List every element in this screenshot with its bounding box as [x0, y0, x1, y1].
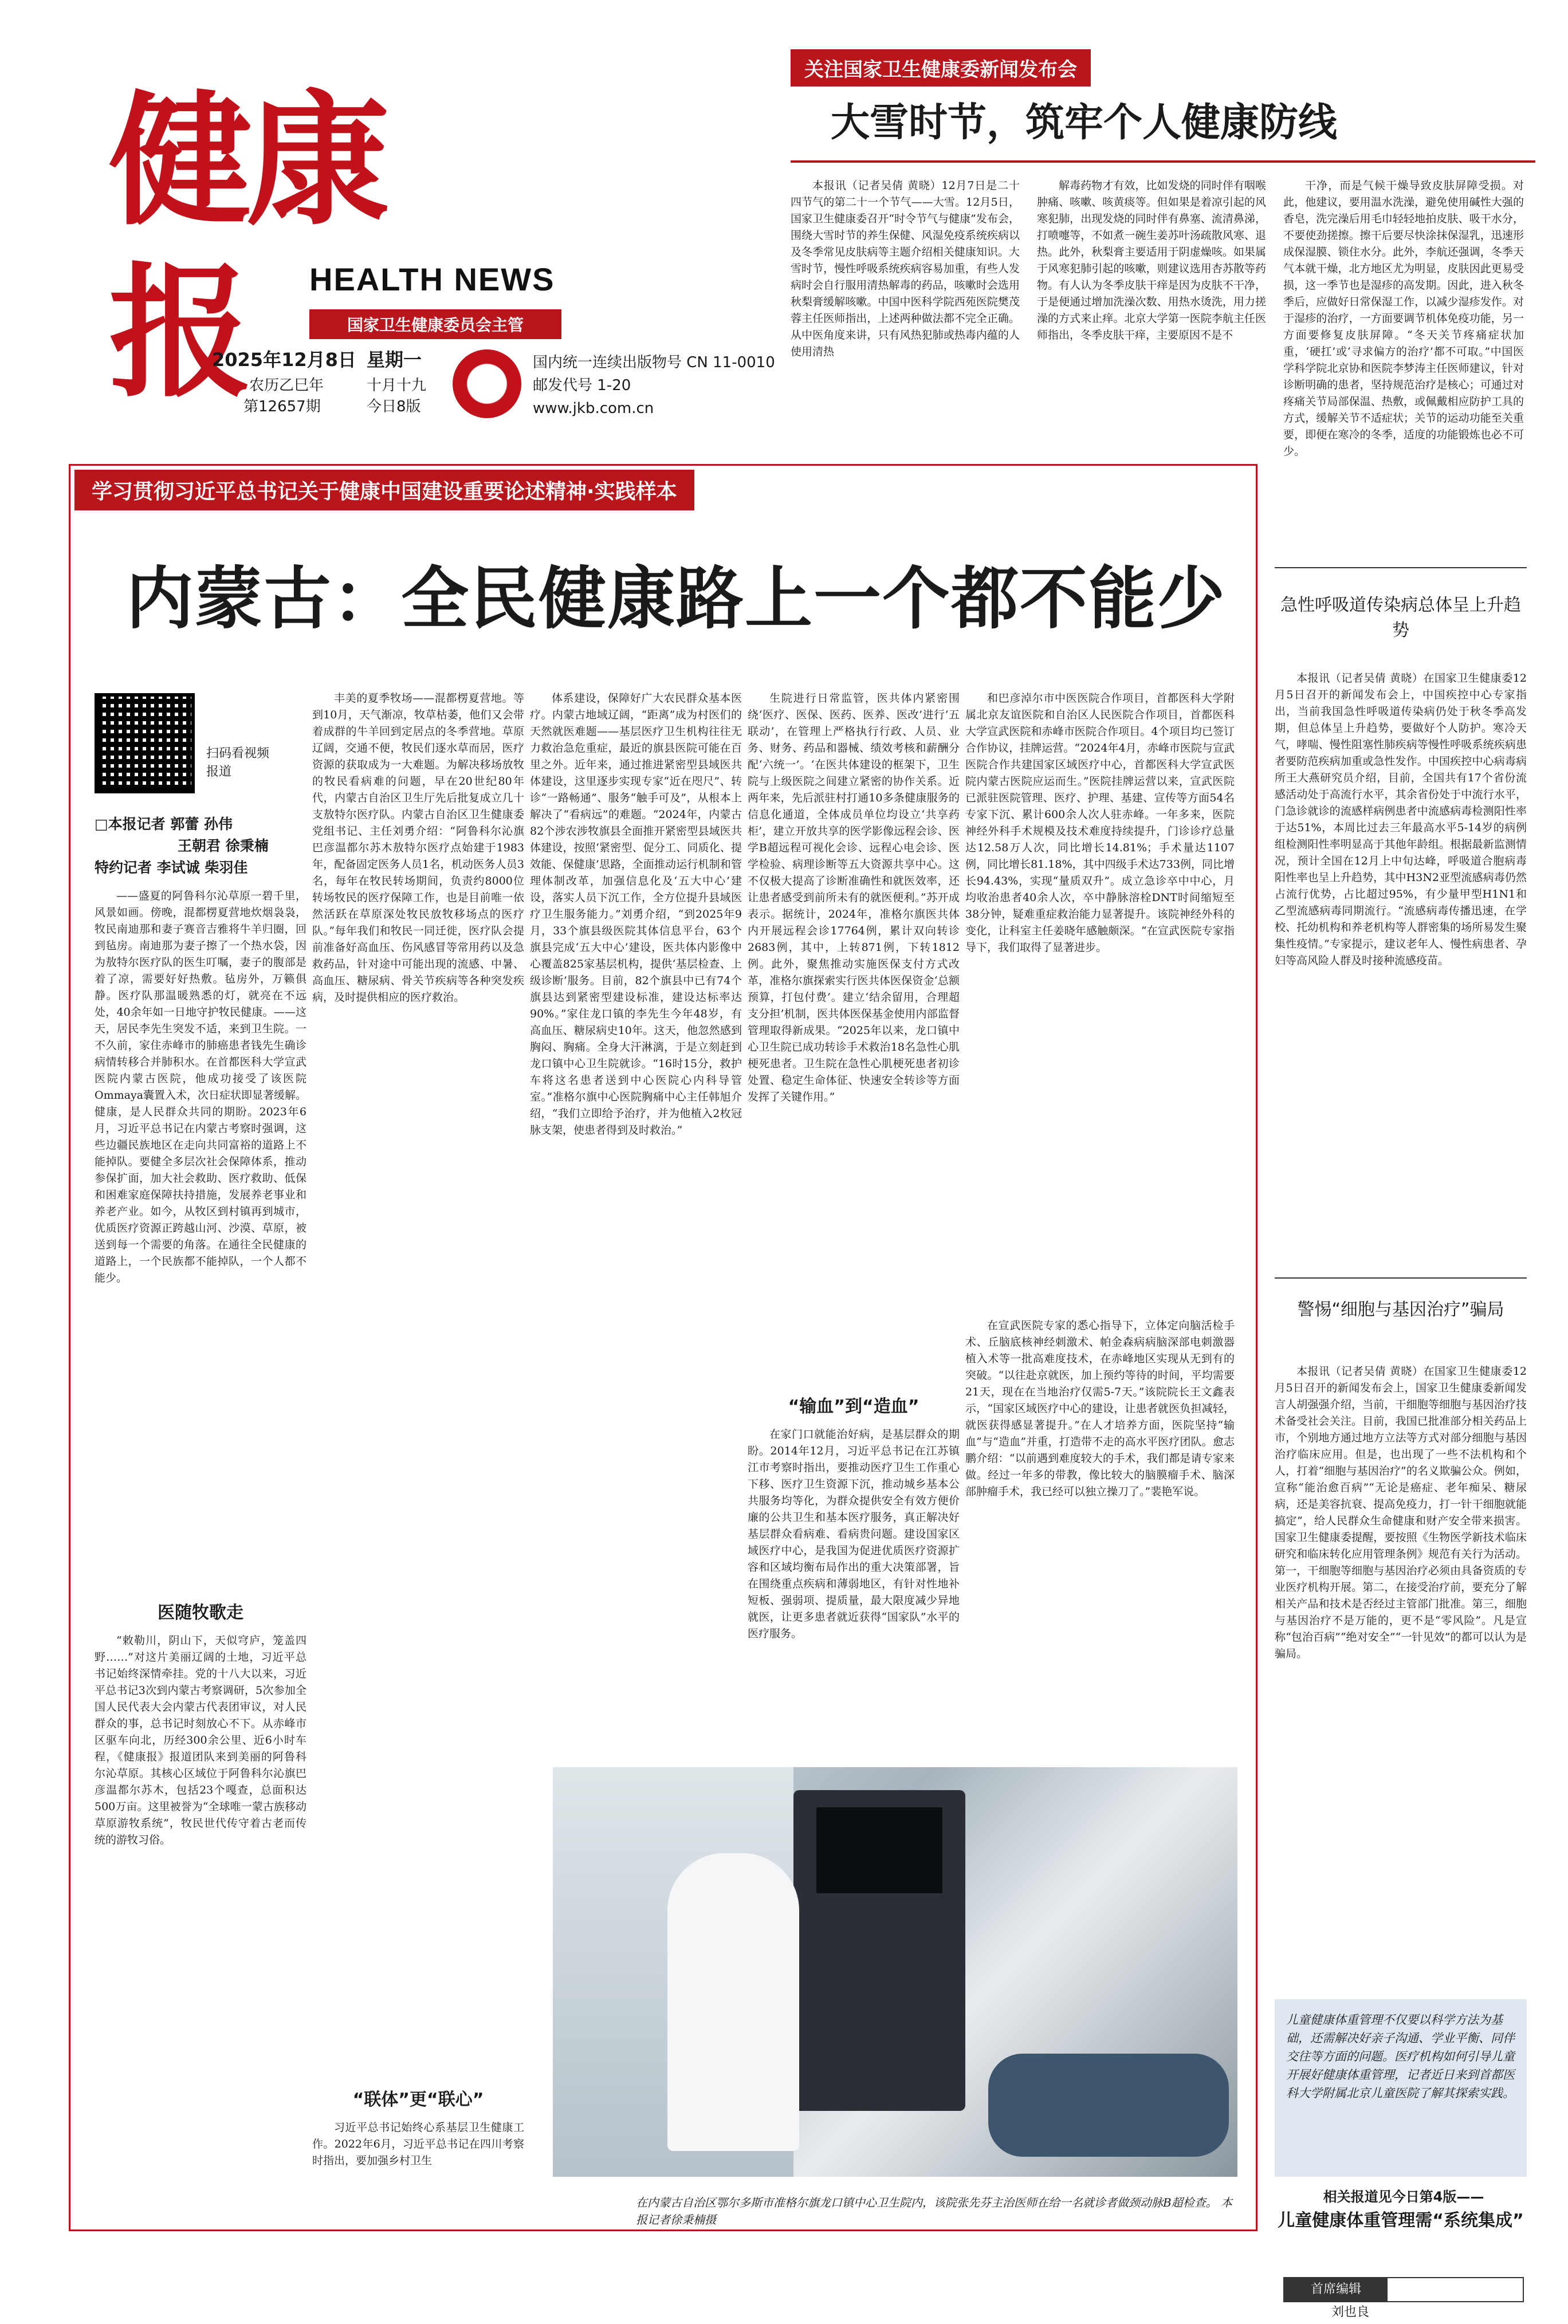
- cn-number: 国内统一连续出版物号 CN 11-0010: [533, 354, 775, 371]
- main-headline: 内蒙古：全民健康路上一个都不能少: [126, 559, 1227, 638]
- byline: [95, 813, 269, 879]
- masthead-english: HEALTH NEWS: [309, 261, 555, 297]
- postal-code: 邮发代号 1-20: [533, 377, 631, 394]
- weekday: 星期一: [367, 349, 422, 371]
- sidebar2-body: 本报讯（记者吴倩 黄晓）在国家卫生健康委12月5日召开的新闻发布会上，国家卫生健康委新闻发言人胡强强介绍，当前，干细胞等细胞与基因治疗技术备受社会关注。目前，我国已批准部分相关药品上市，个别地方通过地方立法等方式对部分细胞与基因治疗临床应用。但是，也出现了一些不法机构和个人，打着“细胞与基因治疗”的名义欺骗公众。例如，宣称“能治愈百病”“无论是癌症、老年痴呆、糖尿病，还是美容抗衰、提高免疫力，打一针干细胞就能搞定”，给人民群众生命健康和财产安全带来损害。国家卫生健康委提醒，要按照《生物医学新技术临床研究和临床转化应用管理条例》规范有关行为活动。第一，干细胞等细胞与基因治疗必须由具备资质的专业医疗机构开展。第二，在接受治疗前，要充分了解相关产品和技术是否经过主管部门批准。第三，细胞与基因治疗不是万能的，更不是“零风险”。凡是宣称“包治百病”“绝对安全”“一针见效”的都可以认为是骗局。: [1275, 1365, 1527, 1660]
- masthead-title: 健康报: [109, 76, 384, 416]
- page-count: 今日8版: [367, 398, 421, 415]
- footer-editor-box: [1283, 2277, 1524, 2319]
- teaser-box[interactable]: [1275, 1999, 1527, 2177]
- editor-label: 首席编辑: [1284, 2278, 1388, 2301]
- issue-number: 第12657期: [243, 398, 321, 415]
- teaser-headline[interactable]: 儿童健康体重管理需“系统集成”: [1278, 2211, 1524, 2231]
- sidebar2-headline: 警惕“细胞与基因治疗”骗局: [1297, 1300, 1504, 1320]
- main-col-5b: 在宣武医院专家的悉心指导下，立体定向脑活检手术、丘脑底核神经刺激术、帕金森病病脑深部电刺激器植入术等一批高难度技术，在赤峰地区实现从无到有的突破。“以往赴京就医，加上预约等待的时间，平均需要21天，现在在当地治疗仅需5-7天。”该院院长王文鑫表示，“国家区域医疗中心的建设，让患者就医负担减轻，就医获得感显著提升。”在人才培养方面，医院坚持“输血”与“造血”并重，打造带不走的高水平医疗团队。愈志鹏介绍：“以前遇到难度较大的手术，我们都是请专家来做。经过一年多的带教，像比较大的脑膜瘤手术、脑深部肿瘤手术，我已经可以独立操刀了。”裴艳军说。: [965, 1319, 1235, 1498]
- website-url[interactable]: www.jkb.com.cn: [533, 400, 654, 417]
- date: 2025年12月8日: [212, 349, 356, 371]
- doctor-figure: [667, 1853, 799, 2151]
- subhead-lianti: “联体”更“联心”: [312, 2085, 524, 2110]
- news-photo: [553, 1767, 1237, 2177]
- byline-line-3: 特约记者 李试诚 柴羽佳: [95, 859, 248, 876]
- sidebar1-headline: 急性呼吸道传染病总体呈上升趋势: [1280, 595, 1521, 640]
- ultrasound-machine-icon: [793, 1790, 965, 2111]
- section-banner: 学习贯彻习近平总书记关于健康中国建设重要论述精神·实践样本: [74, 470, 694, 510]
- main-col-1: ——盛夏的阿鲁科尔沁草原一碧千里，风景如画。傍晚，混都楞夏营地炊烟袅袅，牧民南迪那和妻子赛音吉雅将牛羊归圈，回到毡房。南迪那为妻子擦了一个热水袋，因为敖特尔医疗队的医生叮嘱，妻子的腹部是着了凉，需要好好热敷。毡房外，万籁俱静。医疗队那温暖熟悉的灯，就亮在不远处，40余年如一日地守护牧民健康。——这天，居民李先生突发不适，来到卫生院。一不久前，家住赤峰市的肺癌患者钱先生确诊病情转移合并肺积水。在首都医科大学宣武医院内蒙古医院，他成功接受了该医院Ommaya囊置入术，次日症状即显著缓解。健康，是人民群众共同的期盼。2023年6月，习近平总书记在内蒙古考察时强调，这些边疆民族地区在走向共同富裕的道路上不能掉队。要健全多层次社会保障体系，推动参保扩面，加大社会救助、医疗救助、低保和困难家庭保障扶持措施，发展养老事业和养老产业。如今，从牧区到村镇再到城市，优质医疗资源正跨越山河、沙漠、草原，被送到每一个需要的角落。在通往全民健康的道路上，一个民族都不能掉队，一个人都不能少。: [95, 890, 306, 1284]
- qr-caption: 扫码看视频报道: [206, 746, 270, 779]
- byline-line-1: □本报记者 郭蕾 孙伟: [95, 816, 233, 832]
- patient-figure: [988, 2054, 1229, 2157]
- top-story-col-2: 解毒药物才有效，比如发烧的同时伴有咽喉肿痛、咳嗽、咳黄痰等。但如果是着凉引起的风寒犯肺，出现发烧的同时伴有鼻塞、流清鼻涕，打喷嚏等，不如煮一碗生姜苏叶汤疏散风寒、退热。此外，秋梨膏主要适用于阴虚燥咳。如果属于风寒犯肺引起的咳嗽，则建议选用杏苏散等药物。有人认为冬季皮肤干痒是因为皮肤不干净，于是便通过增加洗澡次数、用热水烫洗，用力搓澡的方式来止痒。北京大学第一医院李航主任医师指出，冬季皮肤干痒，主要原因不是不: [1037, 179, 1266, 341]
- main-col-4: 生院进行日常监管，医共体内紧密围绕‘医疗、医保、医药、医养、医改’进行‘五联动’，在管理上严格执行行政、人员、业务、财务、药品和器械、绩效考核和薪酬分配‘六统一’。‘在医共体建设的框架下，卫生院与上级医院之间建立紧密的协作关系。近两年来，先后派驻村打通10多条健康服务的信息化通道，全体成员单位均设立‘共享药柜’，建立开放共享的医学影像远程会诊、医学B超远程可视化会诊、远程心电会诊、医学检验、病理诊断等五大资源共享中心。这不仅极大提高了诊断准确性和就医效率，还让患者感受到前所未有的就医便利。”苏开成表示。据统计，2024年，准格尔旗医共体内开展远程会诊17764例，累计双向转诊2683例，其中，上转871例，下转1812例。此外，聚焦推动实施医保支付方式改革，准格尔旗探索实行医共体医保资金‘总额预算，打包付费’。建立‘结余留用，合理超支分担’机制，医共体医保基金使用内部监督管理取得新成果。“2025年以来，龙口镇中心卫生院已成功转诊手术救治18名急性心肌梗死患者。卫生院在急性心肌梗死患者初诊处置、稳定生命体征、快速安全转诊等方面发挥了关键作用。”: [748, 692, 960, 1103]
- sidebar-rule-2: [1275, 1277, 1527, 1279]
- top-story-headline: 大雪时节，筑牢个人健康防线: [831, 100, 1338, 146]
- main-col-4b: 在家门口就能治好病，是基层群众的期盼。2014年12月，习近平总书记在江苏镇江市考察时指出，要推动医疗卫生工作重心下移、医疗卫生资源下沉，推动城乡基本公共服务均等化，为群众提供安全有效方便价廉的公共卫生和基本医疗服务，真正解决好基层群众看病难、看病贵问题。建设国家区域医疗中心，是我国为促进优质医疗资源扩容和区域均衡布局作出的重大决策部署，旨在围绕重点疾病和薄弱地区，有针对性地补短板、强弱项、提质量，最大限度减少异地就医，让更多患者就近获得“国家队”水平的医疗服务。: [748, 1428, 960, 1640]
- main-col-3: 体系建设，保障好广大农民群众基本医疗。内蒙古地域辽阔，“距离”成为村医们的天然就医难题——基层医疗卫生机构往往无力救治急危重症，最近的旗县医院可能在百里之外。近年来，通过推进紧密型县域医共体建设，这里逐步实现专家“近在咫尺”、转诊“一路畅通”、服务“触手可及”，从根本上解决了“看病远”的难题。“2024年，内蒙古82个涉农涉牧旗县全面推开紧密型县域医共体建设，按照‘紧密型、促分工、同质化、提效能、保健康’思路，全面推动运行机制和管理体制改革，加强信息化及‘五大中心’建设，落实人员下沉工作，全方位提升县域医疗卫生服务能力。”刘勇介绍，“到2025年9月，33个旗县级医院其体信息平台，63个旗县完成‘五大中心’建设，医共体内影像中心覆盖825家基层机构，提供‘基层检查、上级诊断’服务。目前，82个旗县中已有74个旗县达到紧密型建设标准，建设达标率达90%。”家住龙口镇的李先生今年48岁，有高血压、糖尿病史10年。这天，他忽然感到胸闷、胸痛。全身大汗淋漓，于是立刻赶到龙口镇中心卫生院就诊。“16时15分，救护车将这名患者送到中心医院心内科导管室。”准格尔旗中心医院胸痛中心主任韩旭介绍，“我们立即给予治疗，并为他植入2枚冠脉支架，使患者得到及时救治。”: [530, 692, 742, 1137]
- teaser-pointer: 相关报道见今日第4版——: [1323, 2189, 1484, 2205]
- main-col-1b: “敕勒川，阴山下，天似穹庐，笼盖四野……”对这片美丽辽阔的土地，习近平总书记始终深情牵挂。党的十八大以来，习近平总书记3次到内蒙古考察调研，5次参加全国人民代表大会内蒙古代表团审议，对人民群众的事，总书记时刻放心不下。从赤峰市区驱车向北，历经300余公里、近6小时车程，《健康报》报道团队来到美丽的阿鲁科尔沁草原。其核心区域位于阿鲁科尔沁旗巴彦温都尔苏木，包括23个嘎查，总面积达500万亩。这里被誉为“全球唯一蒙古族移动草原游牧系统”，牧民世代传守着古老而传统的游牧习俗。: [95, 1634, 306, 1846]
- sidebar-rule-1: [1275, 567, 1527, 568]
- teaser-body: 儿童健康体重管理不仅要以科学方法为基础，还需解决好亲子沟通、学业平衡、同伴交往等方面的问题。医疗机构如何引导儿童开展好健康体重管理，记者近日来到首都医科大学附属北京儿童医院了解其探索实践。: [1286, 2013, 1515, 2100]
- masthead-sponsor: 国家卫生健康委员会主管: [309, 309, 561, 339]
- lunar-year: 农历乙巳年: [249, 377, 324, 394]
- byline-line-2: 王朝君 徐秉楠: [178, 837, 269, 854]
- qr-code-icon[interactable]: [95, 693, 195, 793]
- editor-name: 刘也良: [1331, 2305, 1369, 2319]
- photo-caption: 在内蒙古自治区鄂尔多斯市准格尔旗龙口镇中心卫生院内，该院张先芬主治医师在给一名就诊者做颈动脉B超检查。 本报记者徐秉楠摄: [636, 2196, 1233, 2227]
- main-col-5: 和巴彦淖尔市中医医院合作项目，首都医科大学附属北京友谊医院和自治区人民医院合作项目，首都医科大学宣武医院和赤峰市医院合作项目。4个项目均已签订合作协议，挂牌运营。“2024年4月，赤峰市医院与宣武医院合作共建国家区域医疗中心，首都医科大学宣武医院内蒙古医院应运而生。”医院挂牌运营以来，宣武医院已派驻医院管理、医疗、护理、基建、宣传等方面54名专家下沉、累计600余人次人驻赤峰。一年多来，医院神经外科手术规模及技术难度持续提升，门诊诊疗总量达12.58万人次，同比增长14.81%；手术量达1107例，同比增长81.18%，其中四级手术达733例，同比增长94.43%，实现“量质双升”。成立急诊卒中中心，月均收治患者40余人次，卒中静脉溶栓DNT时间缩短至38分钟，疑难重症救治能力显著提升。该院神经外科的变化，让科室主任姜晓年感触颇深。“在宣武医院专家指导下，我们取得了显著进步。: [965, 692, 1235, 954]
- subhead-yisui-muge: 医随牧歌走: [158, 1603, 243, 1623]
- logo-seal-icon: [453, 349, 521, 418]
- subhead-shuxue: “输血”到“造血”: [788, 1397, 919, 1417]
- top-story-col-3: 干净，而是气候干燥导致皮肤屏障受损。对此，他建议，要用温水洗澡，避免使用碱性大强的香皂，洗完澡后用毛巾轻轻地拍皮肤、吸干水分，不要使劲搓擦。擦干后要尽快涂抹保湿乳，迅速形成保湿膜、锁住水分。此外，李航还强调，冬季天气本就干燥，北方地区尤为明显，皮肤因此更易受损，这一季节也是湿疹的高发期。因此，进入秋冬季后，应做好日常保湿工作，以减少湿疹发作。对于湿疹的治疗，一方面要调节机体免疫功能，另一方面要修复皮肤屏障。“冬天关节疼痛症状加重，‘硬扛’或‘寻求偏方的治疗’都不可取。”中国医学科学院北京协和医院李梦涛主任医师建议，针对诊断明确的患者，坚持规范治疗是核心；可通过对疼痛关节局部保温、热敷，或佩戴相应防护工具的方式，缓解关节不适症状；关节的运动功能至关重要，即便在寒冷的冬季，适度的功能锻炼也必不可少。: [1283, 179, 1524, 458]
- sidebar1-body: 本报讯（记者吴倩 黄晓）在国家卫生健康委12月5日召开的新闻发布会上，中国疾控中心专家指出，当前我国急性呼吸道传染病仍处于秋冬季高发期，但总体呈上升趋势，要做好个人防护。寒冷天气，哮喘、慢性阻塞性肺疾病等慢性呼吸系统疾病患者要防范疾病加重或急性发作。中国疾控中心病毒病所王大燕研究员介绍，目前，全国共有17个省份流感活动处于高流行水平，其余省份处于中流行水平，门急诊就诊的流感样病例患者中流感病毒检测阳性率于达51%，本周比过去三年最高水平5-14岁的病例组检测阳性率明显高于其他年龄组。根据最新监测情况，预计全国在12月上中旬达峰，呼吸道合胞病毒阳性率也呈上升趋势，其中H3N2亚型流感病毒仍然占流行优势，占比超过95%，有少量甲型H1N1和乙型流感病毒同期流行。“流感病毒传播迅速，在学校、托幼机构和养老机构等人群密集的场所易发生聚集性疫情。”专家提示，建议老年人、慢性病患者、孕妇等高风险人群及时接种流感疫苗。: [1275, 672, 1527, 967]
- main-col-2b: 习近平总书记始终心系基层卫生健康工作。2022年6月，习近平总书记在四川考察时指出，要加强乡村卫生: [312, 2119, 524, 2217]
- top-story-col-1: 本报讯（记者吴倩 黄晓）12月7日是二十四节气的第二十一个节气——大雪。12月5日，国家卫生健康委召开“时令节气与健康”发布会，围绕大雪时节的养生保健、风湿免疫系统疾病以及冬季常见皮肤病等主题介绍相关健康知识。大雪时节，慢性呼吸系统疾病容易加重，有些人发病时会自行服用清热解毒的药品，咳嗽时会选用秋梨膏缓解咳嗽。中国中医科学院西苑医院樊茂蓉主任医师指出，上述两种做法都不完全正确。从中医角度来讲，只有风热犯肺或热毒内蕴的人使用清热: [791, 179, 1020, 358]
- lunar-day: 十月十九: [367, 377, 427, 394]
- main-col-2: 丰美的夏季牧场——混都楞夏营地。等到10月，天气渐凉，牧草枯萎，他们又会带着成群的牛羊回到定居点的冬季营地。草原辽阔，交通不便，牧民们逐水草而居，医疗资源的获取成为一大难题。为解决移场放牧的牧民看病难的问题，早在20世纪80年代，内蒙古自治区卫生厅先后批复成立几十支敖特尔医疗队。内蒙古自治区卫生健康委党组书记、主任刘勇介绍：“阿鲁科尔沁旗巴彦温都尔苏木敖特尔医疗点始建于1983年，配备固定医务人员1名，机动医务人员3名，每年在牧民转场期间，负责约8000位转场牧民的医疗保障工作，也是目前唯一依然活跃在草原深处牧民放牧移场点的医疗队。”每年我们和牧民一同迁徙，医疗队会提前准备好高血压、伤风感冒等常用药以及急救药品，针对途中可能出现的流感、中暑、高血压、糖尿病、骨关节疾病等各种突发疾病，及时提供相应的医疗救治。: [312, 692, 524, 1004]
- top-story-kicker: 关注国家卫生健康委新闻发布会: [791, 49, 1091, 86]
- top-story-rule: [791, 160, 1535, 163]
